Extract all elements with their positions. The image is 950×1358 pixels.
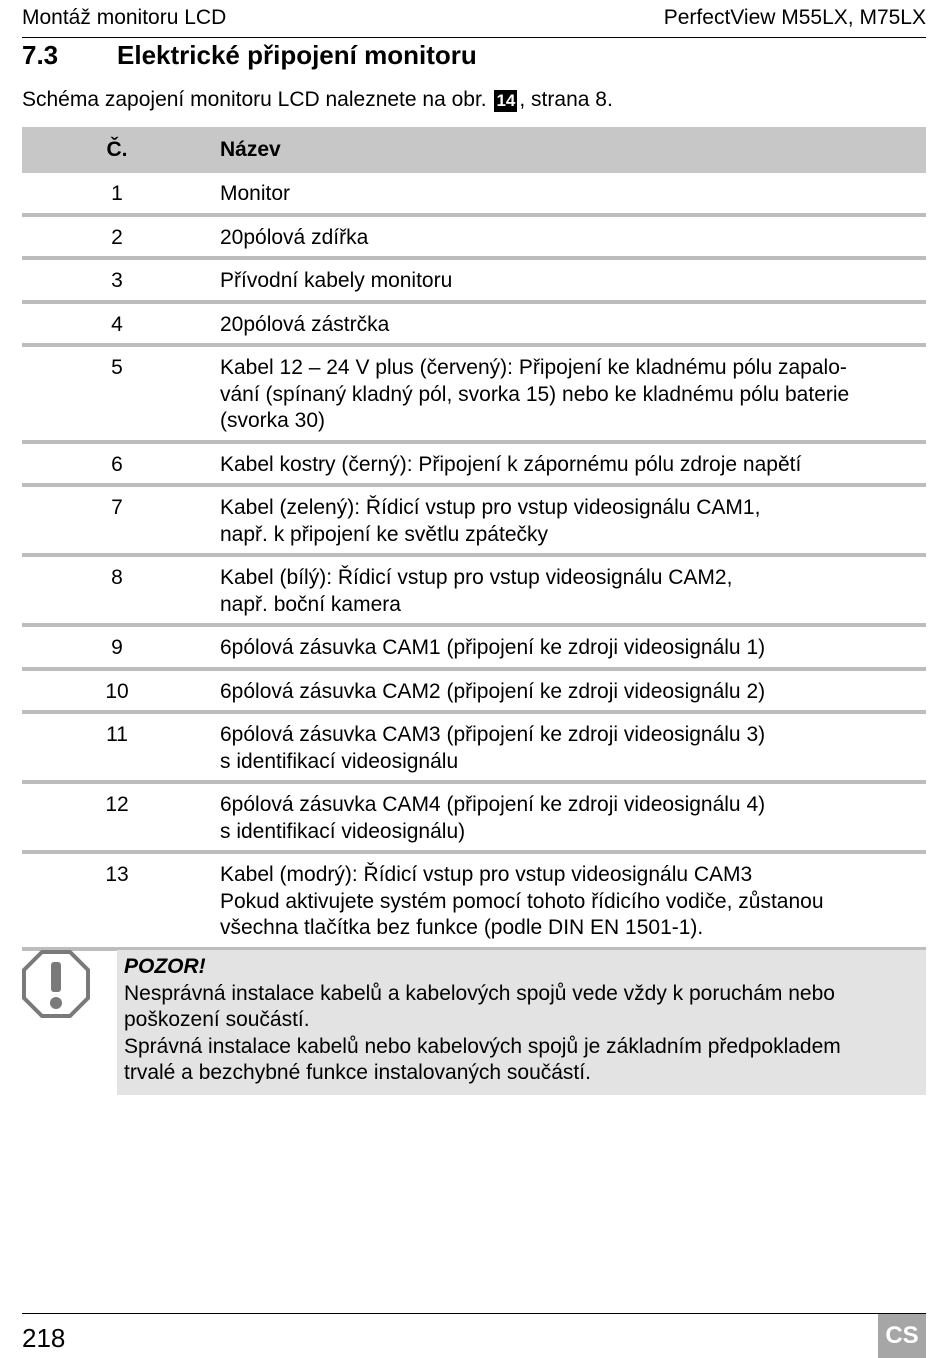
header-number: Č. — [106, 138, 128, 161]
warning-title: POZOR! — [124, 955, 206, 978]
row-description: Kabel (zelený): Řídicí vstup pro vstup videosignálu CAM1, např. k připojení ke světlu zpátečky — [220, 496, 761, 546]
table-row — [22, 714, 926, 784]
row-number: 7 — [111, 496, 123, 519]
row-description: Kabel (bílý): Řídicí vstup pro vstup videosignálu CAM2, např. boční kamera — [220, 566, 733, 616]
row-number: 5 — [111, 356, 123, 379]
row-description: 6pólová zásuvka CAM3 (připojení ke zdroji videosignálu 3) s identifikací videosignálu — [220, 723, 766, 773]
table-header — [22, 127, 926, 173]
row-description: Kabel kostry (černý): Připojení k zápornému pólu zdroje napětí — [220, 452, 802, 476]
row-description: Kabel (modrý): Řídicí vstup pro vstup videosignálu CAM3 Pokud aktivujete systém pomocí tohoto řídicího vodiče, zůstanou všechna tlačítka bez funkce (podle DIN EN 1501-1). — [220, 863, 824, 939]
table-row — [22, 627, 926, 671]
table-row — [22, 557, 926, 627]
table-row — [22, 671, 926, 715]
page-number: 218 — [22, 1323, 66, 1353]
footer-divider — [22, 1313, 926, 1314]
row-number: 8 — [111, 566, 123, 589]
row-description: Monitor — [220, 182, 291, 205]
section-number: 7.3 — [22, 40, 59, 70]
row-number: 12 — [105, 793, 129, 816]
table-row — [22, 854, 926, 951]
row-description: 20pólová zdířka — [220, 225, 369, 249]
row-number: 11 — [106, 723, 128, 746]
row-description: 20pólová zástrčka — [220, 312, 390, 336]
language-badge: CS — [878, 1314, 926, 1358]
section-title: Elektrické připojení monitoru — [117, 40, 477, 70]
table-row — [22, 173, 926, 217]
row-description: Přívodní kabely monitoru — [220, 269, 453, 292]
row-description: Kabel 12 – 24 V plus (červený): Připojení ke kladnému pólu zapalo- vání (spínaný kladný pól, svorka 15) nebo ke kladnému pólu baterie (svorka 30) — [220, 356, 850, 432]
row-description: 6pólová zásuvka CAM1 (připojení ke zdroji videosignálu 1) — [220, 636, 766, 659]
row-number: 6 — [111, 452, 123, 476]
row-number: 13 — [105, 863, 129, 886]
running-header-left: Montáž monitoru LCD — [22, 6, 227, 29]
row-number: 9 — [111, 636, 123, 659]
row-number: 2 — [111, 225, 123, 249]
row-number: 3 — [111, 269, 123, 292]
section-heading — [22, 40, 477, 71]
table-row — [22, 260, 926, 304]
row-number: 10 — [105, 679, 129, 703]
warning-box — [117, 950, 926, 1095]
table-body — [22, 173, 926, 951]
table-row — [22, 217, 926, 261]
row-number: 4 — [111, 312, 123, 336]
intro-text-end: , strana 8. — [519, 88, 613, 111]
row-description: 6pólová zásuvka CAM2 (připojení ke zdroji videosignálu 2) — [220, 679, 766, 703]
table-row — [22, 487, 926, 557]
table-row — [22, 444, 926, 488]
table-row — [22, 347, 926, 444]
row-description: 6pólová zásuvka CAM4 (připojení ke zdroji videosignálu 4) s identifikací videosignálu) — [220, 793, 766, 843]
table-row — [22, 784, 926, 854]
connections-table — [22, 127, 926, 951]
row-number: 1 — [111, 182, 123, 205]
intro-text: Schéma zapojení monitoru LCD naleznete na obr. — [22, 88, 487, 111]
intro-paragraph — [22, 88, 613, 112]
exclamation-octagon-icon — [22, 950, 90, 1018]
header-divider — [22, 37, 926, 38]
warning-text: Nesprávná instalace kabelů a kabelových spojů vede vždy k poruchám nebo poškození součástí. Správná instalace kabelů nebo kabelových spojů je základním předpokladem trvalé a bezchybné funkce instalovaných součástí. — [124, 981, 841, 1084]
table-row — [22, 304, 926, 348]
figure-reference: 14 — [496, 91, 516, 110]
running-header-right: PerfectView M55LX, M75LX — [663, 6, 926, 29]
header-name: Název — [220, 138, 281, 161]
